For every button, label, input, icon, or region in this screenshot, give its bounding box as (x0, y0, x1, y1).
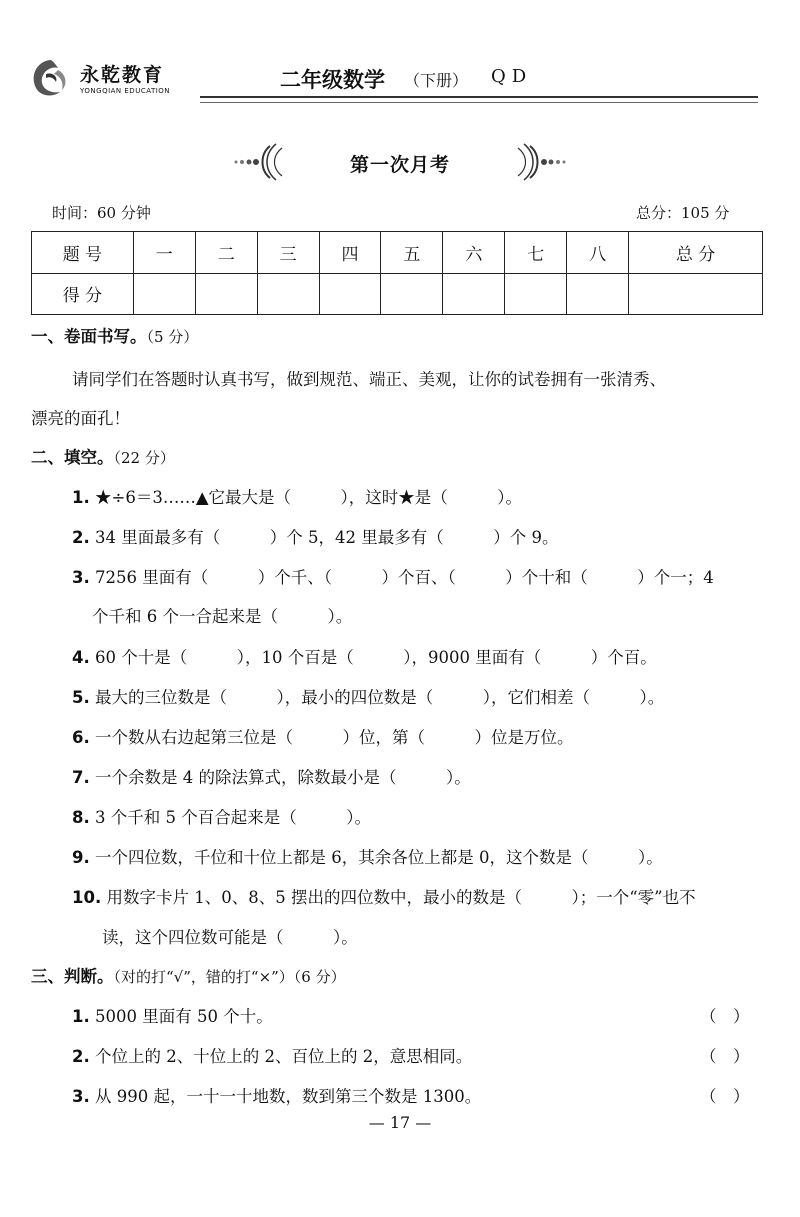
question-text: 从 990 起，一十一十地数，数到第三个数是 1300。 (95, 1087, 482, 1106)
score-cell[interactable] (381, 273, 443, 315)
header-cell: 总 分 (629, 232, 763, 274)
question-text: 5000 里面有 50 个十。 (95, 1007, 273, 1026)
score-table (31, 231, 763, 315)
header-cell: 四 (319, 232, 381, 274)
book-title: 二年级数学 (280, 68, 385, 92)
question-continuation[interactable]: 读，这个四位数可能是（ ）。 (102, 928, 358, 947)
question-text[interactable]: 3 个千和 5 个百合起来是（ ）。 (95, 808, 371, 827)
question-number: 2. (72, 1047, 90, 1066)
section-2-heading (31, 444, 175, 468)
header-cell: 二 (195, 232, 257, 274)
question (72, 484, 522, 508)
score-table-header-row (32, 232, 763, 274)
header-cell: 六 (443, 232, 505, 274)
question-number: 1. (72, 1007, 90, 1026)
question-text[interactable]: 用数字卡片 1、0、8、5 摆出的四位数中，最小的数是（ ）；一个“零”也不 (106, 888, 696, 907)
brand-name-en: YONGQIAN EDUCATION (80, 87, 171, 95)
brand-logo (28, 56, 228, 100)
header-cell: 三 (257, 232, 319, 274)
header-rule (200, 96, 758, 103)
judge-question (72, 1003, 273, 1027)
section-1-text-line: 漂亮的面孔！ (31, 409, 130, 428)
question-number: 5. (72, 688, 90, 707)
question-text[interactable]: 一个数从右边起第三位是（ ）位，第（ ）位是万位。 (95, 728, 574, 747)
question (72, 684, 664, 708)
book-version: QD (491, 66, 533, 87)
question-number: 7. (72, 768, 90, 787)
question-text[interactable]: 60 个十是（ ），10 个百是（ ），9000 里面有（ ）个百。 (95, 648, 657, 667)
question (72, 764, 471, 788)
judge-question (72, 1083, 481, 1107)
section-title: 一、卷面书写。 (31, 327, 147, 346)
section-title: 二、填空。 (31, 448, 114, 467)
score-table-score-row (32, 273, 763, 315)
section-title: 三、判断。 (31, 967, 114, 986)
exam-time: 时间：60 分钟 (52, 204, 151, 222)
book-volume: （下册） (404, 71, 469, 90)
score-cell[interactable] (567, 273, 629, 315)
question-number: 4. (72, 648, 90, 667)
question-text[interactable]: 一个四位数，千位和十位上都是 6，其余各位上都是 0，这个数是（ ）。 (95, 848, 663, 867)
brand-name-cn: 永乾教育 (80, 64, 165, 86)
header-cell: 一 (133, 232, 195, 274)
swirl-logo-icon (28, 56, 72, 100)
header-cell: 八 (567, 232, 629, 274)
question-number: 3. (72, 1087, 90, 1106)
exam-title-banner (240, 140, 560, 184)
judge-question (72, 1043, 472, 1067)
question-number: 2. (72, 528, 90, 547)
section-points: （对的打“√”，错的打“×”）（6 分） (113, 968, 346, 986)
exam-title: 第一次月考 (349, 154, 450, 176)
exam-total-score: 总分：105 分 (636, 204, 730, 222)
header-cell: 五 (381, 232, 443, 274)
question-number: 3. (72, 568, 90, 587)
score-cell[interactable] (505, 273, 567, 315)
score-cell[interactable] (195, 273, 257, 315)
header-cell: 题 号 (32, 232, 134, 274)
question-text[interactable]: 7256 里面有（ ）个千、（ ）个百、（ ）个十和（ ）个一；4 (95, 568, 714, 587)
answer-parentheses[interactable]: （ ） (700, 1047, 750, 1066)
question-text[interactable]: 34 里面最多有（ ）个 5，42 里最多有（ ）个 9。 (95, 528, 559, 547)
row-label: 得 分 (32, 273, 134, 315)
header-cell: 七 (505, 232, 567, 274)
section-points: （22 分） (113, 449, 175, 467)
question-continuation[interactable]: 个千和 6 个一合起来是（ ）。 (92, 607, 353, 626)
page-number: — 17 — (368, 1113, 432, 1132)
question (72, 524, 558, 548)
question-number: 10. (72, 888, 102, 907)
question-number: 9. (72, 848, 90, 867)
score-cell[interactable] (133, 273, 195, 315)
question-number: 8. (72, 808, 90, 827)
question-number: 6. (72, 728, 90, 747)
score-cell[interactable] (257, 273, 319, 315)
score-cell[interactable] (319, 273, 381, 315)
question-text[interactable]: 一个余数是 4 的除法算式，除数最小是（ ）。 (95, 768, 471, 787)
question (72, 564, 714, 588)
question-number: 1. (72, 488, 90, 507)
section-3-heading (31, 963, 346, 987)
section-1-text-line: 请同学们在答题时认真书写，做到规范、端正、美观，让你的试卷拥有一张清秀、 (72, 370, 666, 389)
question (72, 724, 574, 748)
answer-parentheses[interactable]: （ ） (700, 1007, 750, 1026)
question-text: 个位上的 2、十位上的 2、百位上的 2，意思相同。 (95, 1047, 473, 1066)
question (72, 844, 663, 868)
question-text[interactable]: ★÷6＝3……▲它最大是（ ），这时★是（ ）。 (95, 488, 523, 507)
score-cell[interactable] (629, 273, 763, 315)
question-text[interactable]: 最大的三位数是（ ），最小的四位数是（ ），它们相差（ ）。 (95, 688, 665, 707)
question (72, 804, 371, 828)
right-ornament-icon (510, 140, 570, 184)
section-points: （5 分） (146, 328, 199, 346)
section-1-heading (31, 323, 198, 347)
answer-parentheses[interactable]: （ ） (700, 1087, 750, 1106)
score-cell[interactable] (443, 273, 505, 315)
question (72, 644, 657, 668)
question (72, 884, 696, 908)
page-header (28, 52, 758, 102)
